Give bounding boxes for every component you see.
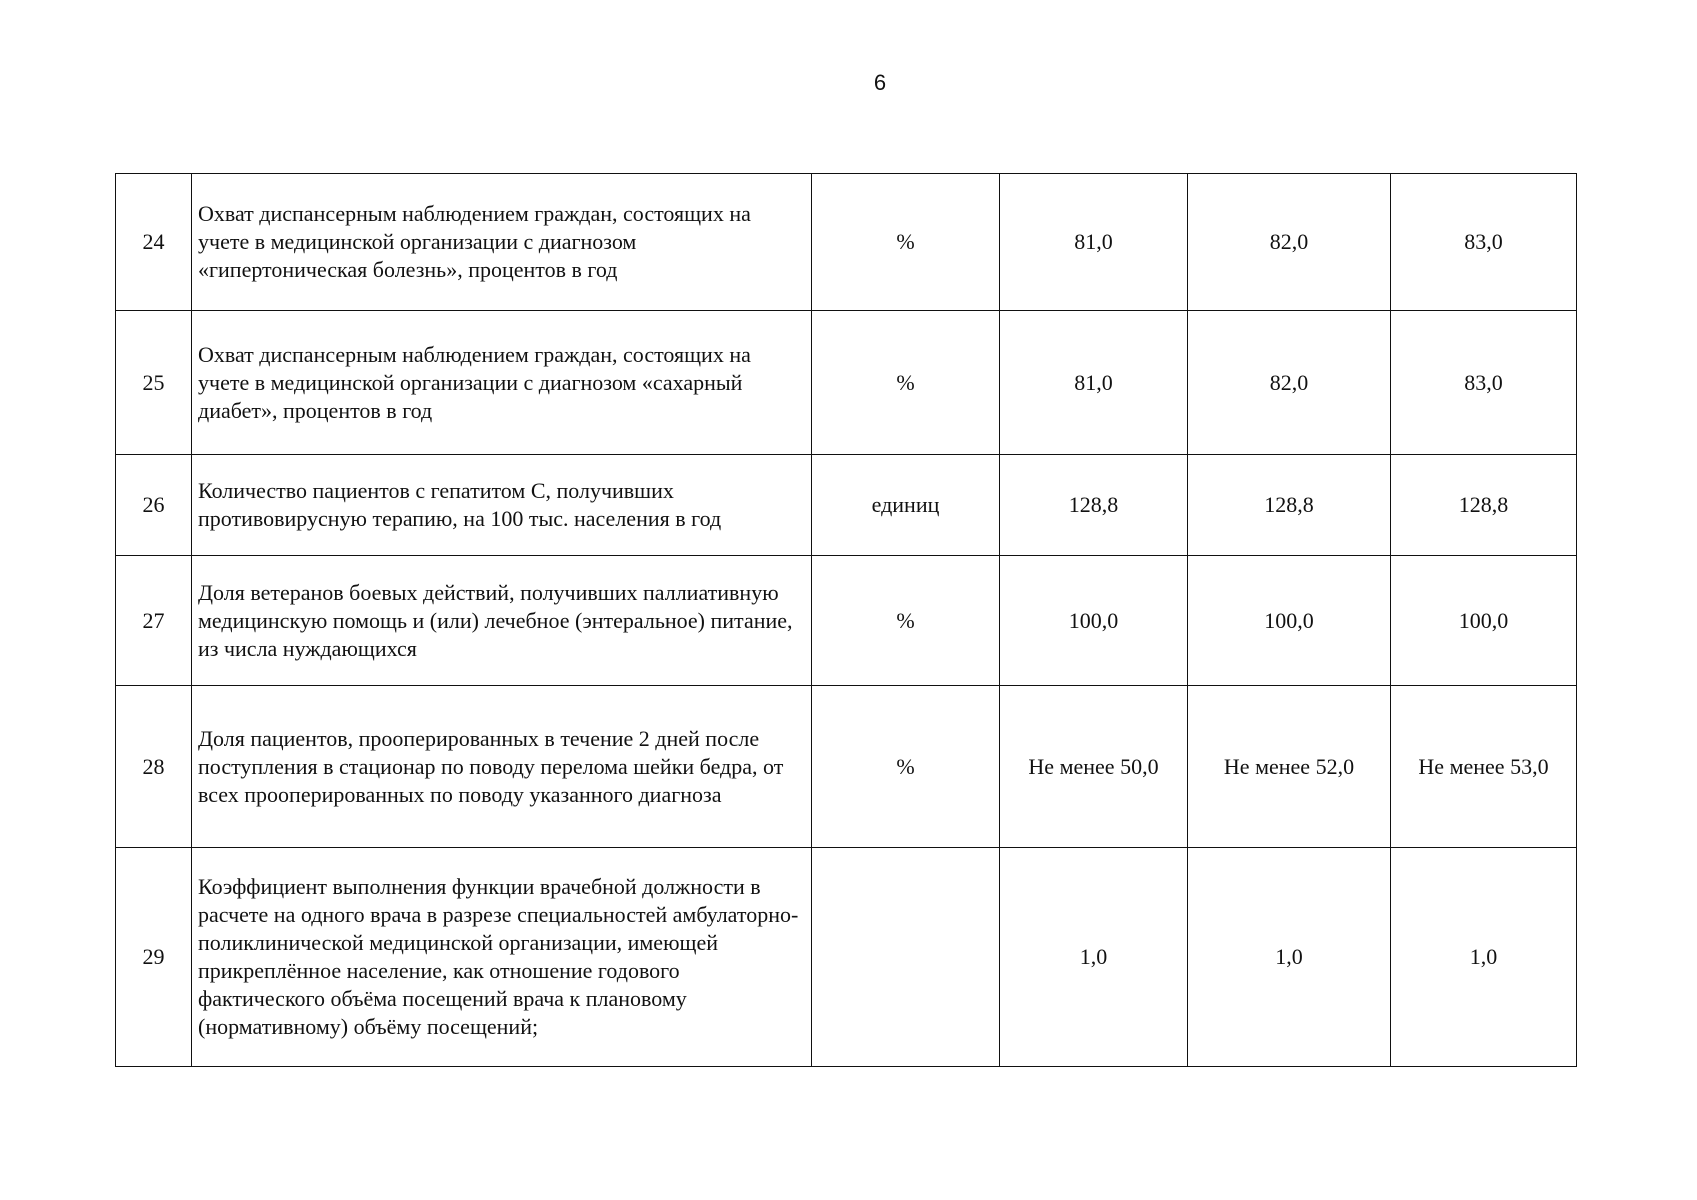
value-year-2: 100,0	[1188, 556, 1391, 686]
table-row	[116, 556, 1577, 686]
row-number: 27	[116, 556, 192, 686]
value-year-2: Не менее 52,0	[1188, 686, 1391, 848]
row-number: 29	[116, 848, 192, 1067]
indicator-name: Доля пациентов, прооперированных в течение 2 дней после поступления в стационар по поводу перелома шейки бедра, от всех прооперированных по поводу указанного диагноза	[192, 686, 812, 848]
value-year-2: 128,8	[1188, 455, 1391, 556]
value-year-3: 128,8	[1391, 455, 1577, 556]
value-year-2: 1,0	[1188, 848, 1391, 1067]
unit-cell: %	[812, 174, 1000, 311]
indicator-name: Коэффициент выполнения функции врачебной должности в расчете на одного врача в разрезе специальностей амбулаторно-поликлинической медицинской организации, имеющей прикреплённое население, как отношение годового фактического объёма посещений врача к плановому (нормативному) объёму посещений;	[192, 848, 812, 1067]
indicator-name: Охват диспансерным наблюдением граждан, состоящих на учете в медицинской организации с диагнозом «сахарный диабет», процентов в год	[192, 311, 812, 455]
value-year-2: 82,0	[1188, 174, 1391, 311]
row-number: 26	[116, 455, 192, 556]
row-number: 28	[116, 686, 192, 848]
value-year-1: 81,0	[1000, 174, 1188, 311]
row-number: 25	[116, 311, 192, 455]
table-row	[116, 174, 1577, 311]
table-row	[116, 848, 1577, 1067]
indicator-name: Охват диспансерным наблюдением граждан, состоящих на учете в медицинской организации с диагнозом «гипертоническая болезнь», процентов в год	[192, 174, 812, 311]
unit-cell: %	[812, 686, 1000, 848]
value-year-2: 82,0	[1188, 311, 1391, 455]
table-row	[116, 311, 1577, 455]
page-number: 6	[873, 70, 887, 95]
value-year-3: Не менее 53,0	[1391, 686, 1577, 848]
indicator-name: Количество пациентов с гепатитом С, получивших противовирусную терапию, на 100 тыс. населения в год	[192, 455, 812, 556]
unit-cell: %	[812, 311, 1000, 455]
value-year-1: 128,8	[1000, 455, 1188, 556]
value-year-1: Не менее 50,0	[1000, 686, 1188, 848]
row-number: 24	[116, 174, 192, 311]
unit-cell: единиц	[812, 455, 1000, 556]
table-row	[116, 455, 1577, 556]
unit-cell	[812, 848, 1000, 1067]
value-year-3: 1,0	[1391, 848, 1577, 1067]
value-year-1: 1,0	[1000, 848, 1188, 1067]
value-year-3: 83,0	[1391, 311, 1577, 455]
value-year-1: 81,0	[1000, 311, 1188, 455]
unit-cell: %	[812, 556, 1000, 686]
indicator-name: Доля ветеранов боевых действий, получивших паллиативную медицинскую помощь и (или) лечебное (энтеральное) питание, из числа нуждающихся	[192, 556, 812, 686]
indicators-table	[115, 173, 1577, 1067]
value-year-3: 100,0	[1391, 556, 1577, 686]
table-row	[116, 686, 1577, 848]
value-year-1: 100,0	[1000, 556, 1188, 686]
value-year-3: 83,0	[1391, 174, 1577, 311]
